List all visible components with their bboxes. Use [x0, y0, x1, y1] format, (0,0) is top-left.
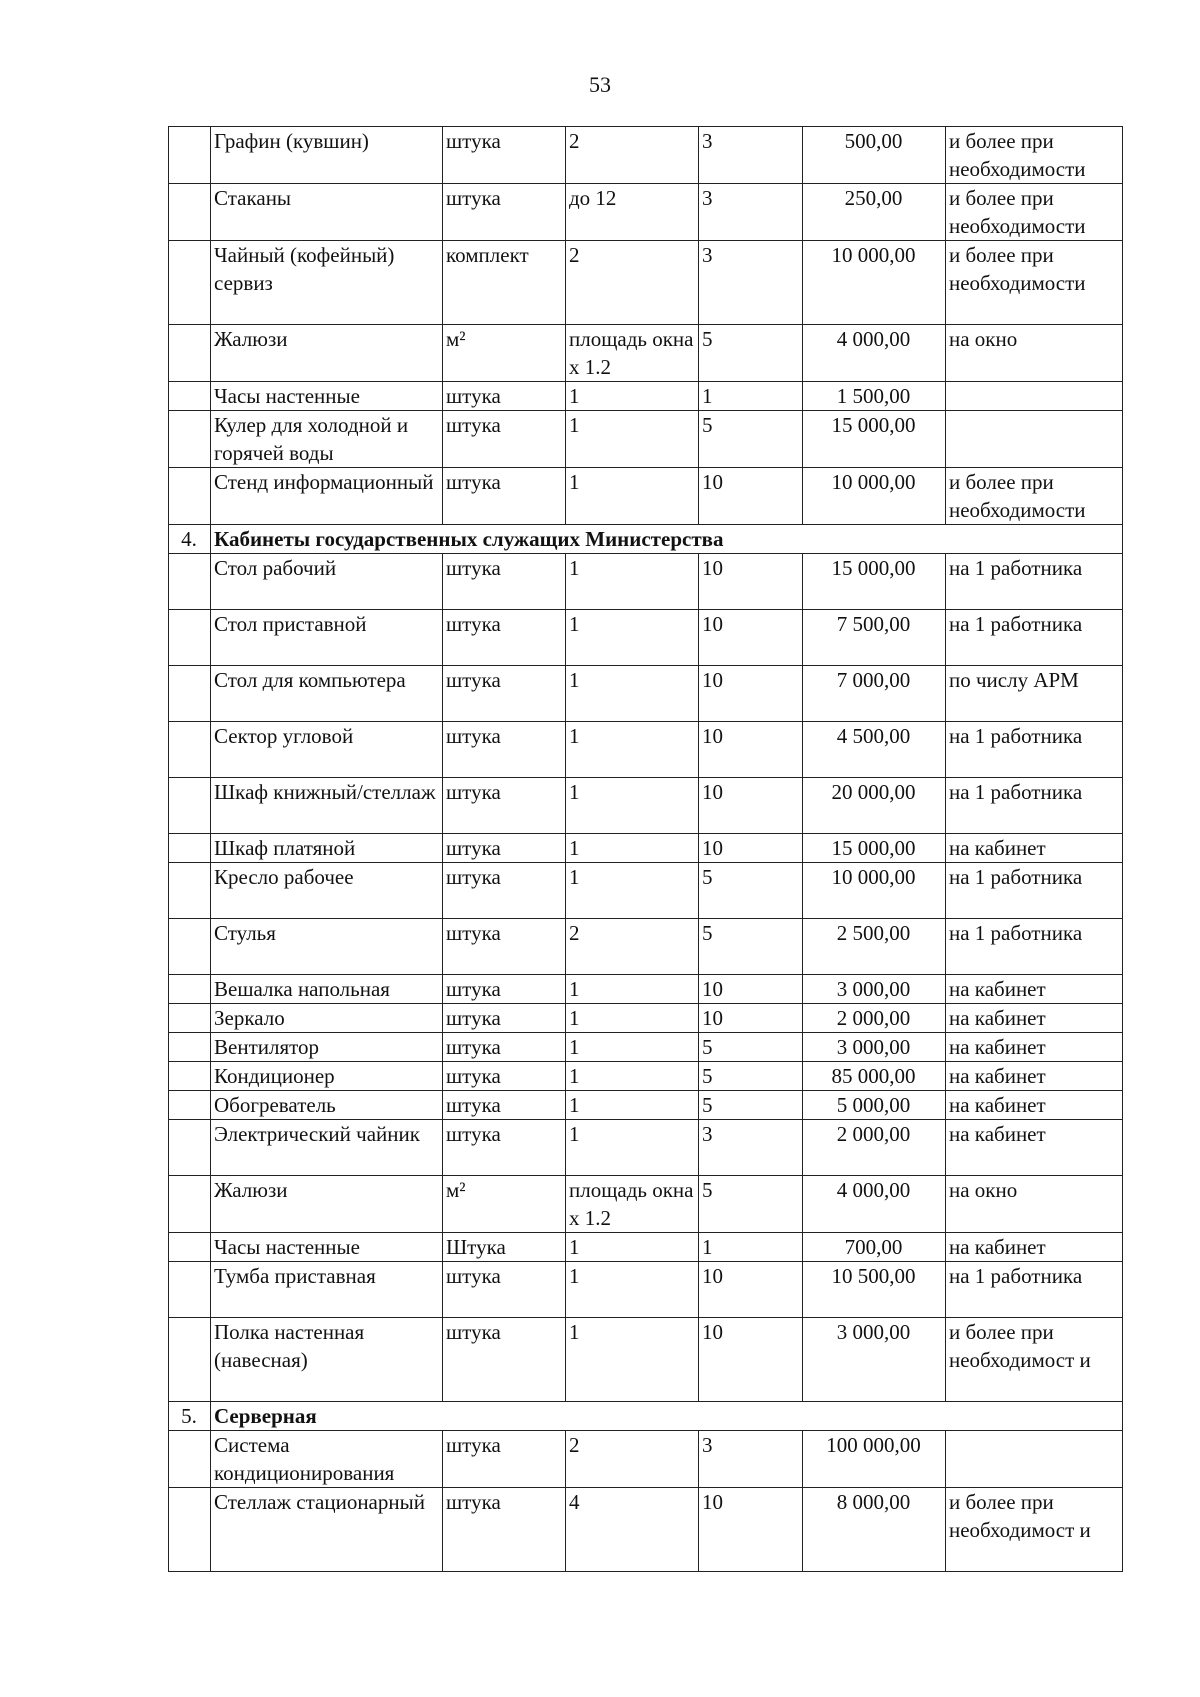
service-life-cell: 3: [699, 1120, 803, 1176]
note-cell: на 1 работника: [946, 919, 1123, 975]
quantity-cell: 1: [566, 468, 699, 525]
unit-cell: штука: [443, 1091, 566, 1120]
section-number: 5.: [169, 1402, 211, 1431]
item-name-cell: Обогреватель: [211, 1091, 443, 1120]
quantity-cell: 1: [566, 666, 699, 722]
unit-cell: штука: [443, 468, 566, 525]
price-cell: 8 000,00: [803, 1488, 946, 1572]
quantity-cell: 1: [566, 778, 699, 834]
quantity-cell: 1: [566, 610, 699, 666]
service-life-cell: 10: [699, 468, 803, 525]
service-life-cell: 5: [699, 919, 803, 975]
note-cell: на окно: [946, 1176, 1123, 1233]
table-row: [169, 1033, 1123, 1062]
price-cell: 2 500,00: [803, 919, 946, 975]
table-row: [169, 919, 1123, 975]
table-row: [169, 127, 1123, 184]
quantity-cell: 1: [566, 1004, 699, 1033]
item-name-cell: Стенд информационный: [211, 468, 443, 525]
note-cell: на кабинет: [946, 1033, 1123, 1062]
table-row: [169, 975, 1123, 1004]
item-name-cell: Шкаф платяной: [211, 834, 443, 863]
service-life-cell: 10: [699, 610, 803, 666]
row-number-cell: [169, 666, 211, 722]
item-name-cell: Система кондиционирования: [211, 1431, 443, 1488]
quantity-cell: 1: [566, 1091, 699, 1120]
row-number-cell: [169, 411, 211, 468]
row-number-cell: [169, 1091, 211, 1120]
table-row: [169, 1262, 1123, 1318]
row-number-cell: [169, 325, 211, 382]
quantity-cell: 1: [566, 975, 699, 1004]
item-name-cell: Шкаф книжный/стеллаж: [211, 778, 443, 834]
quantity-cell: 1: [566, 863, 699, 919]
row-number-cell: [169, 1176, 211, 1233]
equipment-table: [168, 126, 1123, 1572]
unit-cell: штука: [443, 1062, 566, 1091]
price-cell: 5 000,00: [803, 1091, 946, 1120]
section-row: [169, 525, 1123, 554]
note-cell: на 1 работника: [946, 610, 1123, 666]
service-life-cell: 5: [699, 1176, 803, 1233]
table-row: [169, 184, 1123, 241]
quantity-cell: площадь окна х 1.2: [566, 325, 699, 382]
table-row: [169, 241, 1123, 325]
note-cell: и более при необходимости: [946, 468, 1123, 525]
price-cell: 10 000,00: [803, 863, 946, 919]
unit-cell: штука: [443, 1004, 566, 1033]
note-cell: и более при необходимости: [946, 241, 1123, 325]
note-cell: и более при необходимост и: [946, 1318, 1123, 1402]
service-life-cell: 1: [699, 1233, 803, 1262]
row-number-cell: [169, 1004, 211, 1033]
service-life-cell: 3: [699, 241, 803, 325]
item-name-cell: Вентилятор: [211, 1033, 443, 1062]
price-cell: 15 000,00: [803, 554, 946, 610]
unit-cell: штука: [443, 722, 566, 778]
service-life-cell: 10: [699, 834, 803, 863]
unit-cell: штука: [443, 863, 566, 919]
item-name-cell: Стулья: [211, 919, 443, 975]
unit-cell: м²: [443, 1176, 566, 1233]
service-life-cell: 3: [699, 184, 803, 241]
note-cell: по числу АРМ: [946, 666, 1123, 722]
note-cell: на кабинет: [946, 1091, 1123, 1120]
unit-cell: м²: [443, 325, 566, 382]
unit-cell: штука: [443, 554, 566, 610]
service-life-cell: 10: [699, 1318, 803, 1402]
item-name-cell: Кресло рабочее: [211, 863, 443, 919]
table-row: [169, 1004, 1123, 1033]
item-name-cell: Стол для компьютера: [211, 666, 443, 722]
row-number-cell: [169, 1318, 211, 1402]
row-number-cell: [169, 554, 211, 610]
unit-cell: штука: [443, 1033, 566, 1062]
quantity-cell: 1: [566, 1318, 699, 1402]
table-row: [169, 666, 1123, 722]
table-row: [169, 1233, 1123, 1262]
row-number-cell: [169, 1062, 211, 1091]
section-row: [169, 1402, 1123, 1431]
note-cell: на 1 работника: [946, 778, 1123, 834]
note-cell: [946, 411, 1123, 468]
service-life-cell: 10: [699, 1488, 803, 1572]
table-row: [169, 1176, 1123, 1233]
item-name-cell: Кулер для холодной и горячей воды: [211, 411, 443, 468]
note-cell: на кабинет: [946, 975, 1123, 1004]
price-cell: 4 000,00: [803, 325, 946, 382]
row-number-cell: [169, 1120, 211, 1176]
quantity-cell: 1: [566, 834, 699, 863]
price-cell: 10 000,00: [803, 468, 946, 525]
price-cell: 7 000,00: [803, 666, 946, 722]
service-life-cell: 1: [699, 382, 803, 411]
table-row: [169, 325, 1123, 382]
note-cell: на кабинет: [946, 1004, 1123, 1033]
quantity-cell: 2: [566, 919, 699, 975]
note-cell: на кабинет: [946, 1120, 1123, 1176]
service-life-cell: 10: [699, 722, 803, 778]
row-number-cell: [169, 975, 211, 1004]
unit-cell: штука: [443, 834, 566, 863]
note-cell: и более при необходимости: [946, 184, 1123, 241]
row-number-cell: [169, 1233, 211, 1262]
note-cell: [946, 382, 1123, 411]
row-number-cell: [169, 834, 211, 863]
table-row: [169, 1488, 1123, 1572]
unit-cell: Штука: [443, 1233, 566, 1262]
table-row: [169, 834, 1123, 863]
quantity-cell: 1: [566, 1120, 699, 1176]
service-life-cell: 5: [699, 1091, 803, 1120]
unit-cell: штука: [443, 411, 566, 468]
note-cell: на 1 работника: [946, 722, 1123, 778]
unit-cell: комплект: [443, 241, 566, 325]
note-cell: и более при необходимости: [946, 127, 1123, 184]
price-cell: 15 000,00: [803, 411, 946, 468]
service-life-cell: 5: [699, 1033, 803, 1062]
unit-cell: штука: [443, 382, 566, 411]
row-number-cell: [169, 127, 211, 184]
service-life-cell: 10: [699, 1262, 803, 1318]
unit-cell: штука: [443, 184, 566, 241]
unit-cell: штука: [443, 1120, 566, 1176]
price-cell: 3 000,00: [803, 1318, 946, 1402]
table-row: [169, 778, 1123, 834]
table-row: [169, 863, 1123, 919]
quantity-cell: 1: [566, 1262, 699, 1318]
row-number-cell: [169, 1488, 211, 1572]
quantity-cell: 2: [566, 241, 699, 325]
item-name-cell: Стеллаж стационарный: [211, 1488, 443, 1572]
item-name-cell: Часы настенные: [211, 1233, 443, 1262]
row-number-cell: [169, 382, 211, 411]
row-number-cell: [169, 1033, 211, 1062]
note-cell: на 1 работника: [946, 1262, 1123, 1318]
row-number-cell: [169, 468, 211, 525]
price-cell: 1 500,00: [803, 382, 946, 411]
row-number-cell: [169, 184, 211, 241]
quantity-cell: до 12: [566, 184, 699, 241]
price-cell: 15 000,00: [803, 834, 946, 863]
table-row: [169, 382, 1123, 411]
service-life-cell: 5: [699, 411, 803, 468]
item-name-cell: Тумба приставная: [211, 1262, 443, 1318]
quantity-cell: площадь окна х 1.2: [566, 1176, 699, 1233]
row-number-cell: [169, 1431, 211, 1488]
quantity-cell: 1: [566, 1233, 699, 1262]
item-name-cell: Чайный (кофейный) сервиз: [211, 241, 443, 325]
service-life-cell: 10: [699, 778, 803, 834]
row-number-cell: [169, 722, 211, 778]
item-name-cell: Сектор угловой: [211, 722, 443, 778]
price-cell: 7 500,00: [803, 610, 946, 666]
table-row: [169, 1091, 1123, 1120]
quantity-cell: 1: [566, 554, 699, 610]
price-cell: 700,00: [803, 1233, 946, 1262]
note-cell: на кабинет: [946, 1062, 1123, 1091]
page-number: 53: [589, 72, 611, 97]
quantity-cell: 4: [566, 1488, 699, 1572]
price-cell: 3 000,00: [803, 975, 946, 1004]
item-name-cell: Стаканы: [211, 184, 443, 241]
row-number-cell: [169, 919, 211, 975]
service-life-cell: 5: [699, 1062, 803, 1091]
row-number-cell: [169, 1262, 211, 1318]
quantity-cell: 1: [566, 382, 699, 411]
item-name-cell: Кондиционер: [211, 1062, 443, 1091]
unit-cell: штука: [443, 1262, 566, 1318]
row-number-cell: [169, 863, 211, 919]
item-name-cell: Зеркало: [211, 1004, 443, 1033]
note-cell: [946, 1431, 1123, 1488]
table-row: [169, 411, 1123, 468]
note-cell: на кабинет: [946, 1233, 1123, 1262]
item-name-cell: Стол рабочий: [211, 554, 443, 610]
service-life-cell: 5: [699, 863, 803, 919]
row-number-cell: [169, 241, 211, 325]
note-cell: на кабинет: [946, 834, 1123, 863]
note-cell: на окно: [946, 325, 1123, 382]
note-cell: и более при необходимост и: [946, 1488, 1123, 1572]
item-name-cell: Полка настенная (навесная): [211, 1318, 443, 1402]
unit-cell: штука: [443, 127, 566, 184]
unit-cell: штука: [443, 610, 566, 666]
item-name-cell: Графин (кувшин): [211, 127, 443, 184]
table-row: [169, 554, 1123, 610]
service-life-cell: 10: [699, 666, 803, 722]
note-cell: на 1 работника: [946, 863, 1123, 919]
price-cell: 3 000,00: [803, 1033, 946, 1062]
service-life-cell: 3: [699, 1431, 803, 1488]
item-name-cell: Вешалка напольная: [211, 975, 443, 1004]
unit-cell: штука: [443, 975, 566, 1004]
price-cell: 100 000,00: [803, 1431, 946, 1488]
service-life-cell: 5: [699, 325, 803, 382]
row-number-cell: [169, 610, 211, 666]
price-cell: 20 000,00: [803, 778, 946, 834]
quantity-cell: 2: [566, 1431, 699, 1488]
unit-cell: штука: [443, 1318, 566, 1402]
quantity-cell: 2: [566, 127, 699, 184]
price-cell: 10 000,00: [803, 241, 946, 325]
table-row: [169, 1120, 1123, 1176]
price-cell: 2 000,00: [803, 1120, 946, 1176]
item-name-cell: Электрический чайник: [211, 1120, 443, 1176]
table-row: [169, 468, 1123, 525]
price-cell: 500,00: [803, 127, 946, 184]
price-cell: 2 000,00: [803, 1004, 946, 1033]
service-life-cell: 10: [699, 975, 803, 1004]
unit-cell: штука: [443, 666, 566, 722]
table-body: [169, 127, 1123, 1572]
service-life-cell: 10: [699, 1004, 803, 1033]
price-cell: 250,00: [803, 184, 946, 241]
table-row: [169, 610, 1123, 666]
unit-cell: штука: [443, 778, 566, 834]
row-number-cell: [169, 778, 211, 834]
unit-cell: штука: [443, 919, 566, 975]
table-row: [169, 1318, 1123, 1402]
quantity-cell: 1: [566, 1033, 699, 1062]
quantity-cell: 1: [566, 1062, 699, 1091]
price-cell: 4 500,00: [803, 722, 946, 778]
table-row: [169, 722, 1123, 778]
section-title: Серверная: [211, 1402, 1123, 1431]
quantity-cell: 1: [566, 722, 699, 778]
table-row: [169, 1431, 1123, 1488]
section-number: 4.: [169, 525, 211, 554]
table-row: [169, 1062, 1123, 1091]
price-cell: 10 500,00: [803, 1262, 946, 1318]
item-name-cell: Стол приставной: [211, 610, 443, 666]
service-life-cell: 3: [699, 127, 803, 184]
note-cell: на 1 работника: [946, 554, 1123, 610]
unit-cell: штука: [443, 1488, 566, 1572]
service-life-cell: 10: [699, 554, 803, 610]
item-name-cell: Жалюзи: [211, 1176, 443, 1233]
quantity-cell: 1: [566, 411, 699, 468]
price-cell: 4 000,00: [803, 1176, 946, 1233]
unit-cell: штука: [443, 1431, 566, 1488]
section-title: Кабинеты государственных служащих Министерства: [211, 525, 1123, 554]
price-cell: 85 000,00: [803, 1062, 946, 1091]
item-name-cell: Часы настенные: [211, 382, 443, 411]
item-name-cell: Жалюзи: [211, 325, 443, 382]
